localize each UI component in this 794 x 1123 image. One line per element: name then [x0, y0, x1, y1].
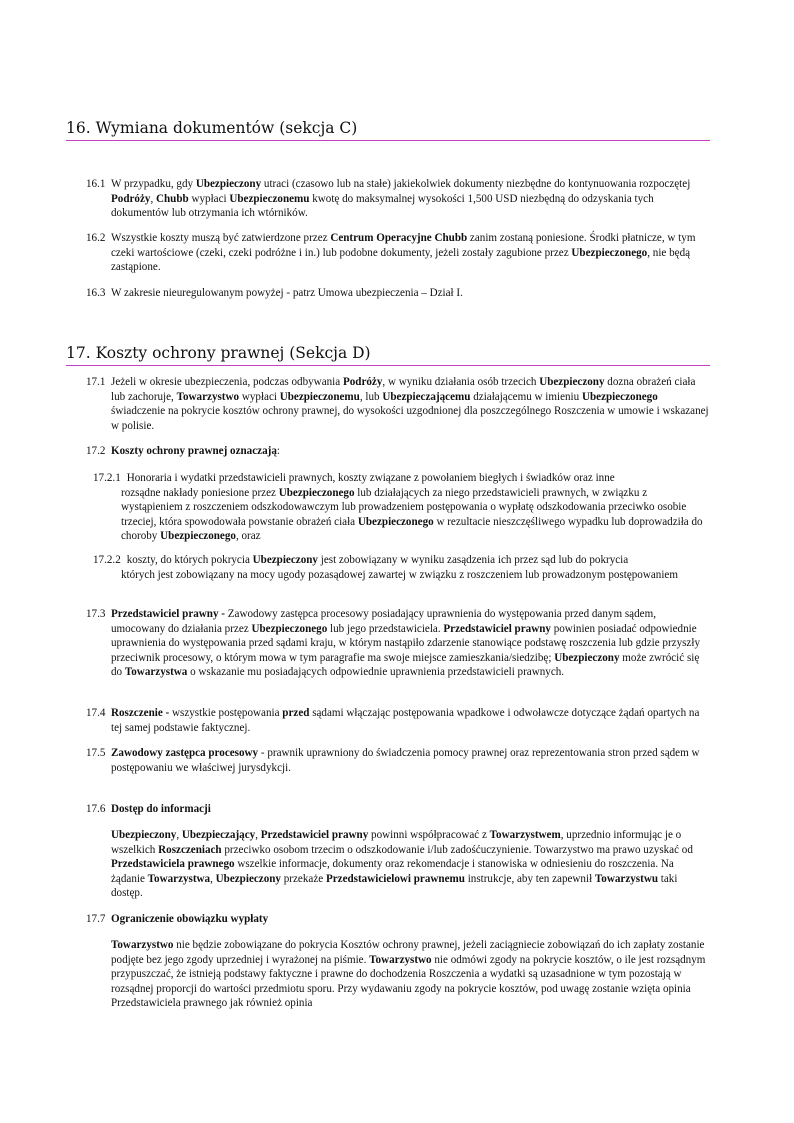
text-run: rozsądne nakłady poniesione przez — [121, 486, 279, 499]
bold-term: Roszczeniach — [158, 843, 222, 856]
bold-term: Towarzystwo — [369, 953, 432, 966]
clause-text — [111, 177, 710, 221]
text-run: jest zobowiązany w wyniku zasądzenia ich przez sąd lub do pokrycia — [317, 554, 629, 566]
clause-17-6 — [86, 802, 710, 817]
bold-term: Podróży — [342, 376, 383, 388]
clause-16-1 — [86, 177, 710, 221]
text-run: , w wyniku działania osób trzecich — [382, 376, 540, 388]
text-run: , — [150, 192, 156, 205]
bold-term: Przedstawicielowi prawnemu — [325, 872, 465, 885]
bold-term: Ubezpieczonego — [278, 486, 355, 499]
clause-16-3 — [86, 286, 710, 301]
text-run: W zakresie nieuregulowanym powyżej - patrz Umowa ubezpieczenia – Dział I. — [111, 287, 463, 299]
text-run: kwotę do maksymalnej wysokości 1,500 USD niezbędną do odzyskania tych dokumentów lub otrzymania ich wtórników. — [111, 192, 654, 220]
text-run: wypłaci — [239, 390, 280, 403]
bold-term: Towarzystwo — [111, 939, 174, 951]
bold-term: Ubezpieczony — [252, 554, 318, 566]
bold-term: Ubezpieczonego — [357, 515, 434, 528]
bold-term: Ubezpieczonego — [160, 530, 236, 543]
text-run: , — [176, 829, 182, 841]
bold-term: Roszczenie - — [111, 707, 170, 719]
bold-term: Towarzystwu — [594, 872, 658, 885]
clause-17-6-body — [111, 828, 710, 901]
text-run: przekaże — [280, 872, 326, 885]
text-run: Jeżeli w okresie ubezpieczenia, podczas odbywania — [111, 376, 343, 388]
text-run: - prawnik uprawniony do świadczenia pomocy prawnej oraz reprezentowania stron przed sądem w postępowaniu we właściwej jurysdykcji. — [111, 747, 700, 774]
text-run: W przypadku, gdy — [111, 178, 196, 190]
text-run: wszystkie postępowania — [169, 707, 283, 719]
bold-term: Ubezpieczonemu — [279, 390, 360, 403]
text-run: , oraz — [235, 530, 261, 543]
text-run: zanim zostaną poniesione. Środki płatnicze, w tym czeki wartościowe (czeki, czeki podróżne i in.) lub podobne dokumenty, jeżeli zostały zagubione przez — [111, 232, 696, 259]
text-run: koszty, do których pokrycia — [126, 554, 253, 566]
bold-term: przed — [282, 707, 310, 719]
bold-term: Przedstawiciel prawny — [260, 829, 369, 841]
clause-number: 16.1 — [86, 178, 106, 190]
clause-17-3 — [86, 607, 710, 680]
bold-term: Ograniczenie obowiązku wypłaty — [111, 913, 269, 925]
text-run: może zwrócić się do — [111, 651, 700, 679]
text-run: dozna obrażeń ciała lub zachoruje, — [111, 376, 696, 403]
text-run: powinien posiadać odpowiednie uprawnienia do występowania przed sądami kraju, w którym nastąpiło zdarzenie stanowiące podstawę roszczenia lub gdzie przyszły przeciwnik procesowy, o którym mowa w tym paragrafie ma swoje miejsce zamieszkania/siedzibę; — [111, 622, 700, 664]
clause-text — [111, 607, 710, 680]
clause-number: 17.4 — [86, 707, 106, 719]
bold-term: Ubezpieczony — [554, 651, 620, 664]
clause-text — [111, 286, 710, 301]
bold-term: Przedstawiciela prawnego — [111, 858, 235, 871]
clause-text — [111, 444, 710, 459]
clause-number: 17.6 — [86, 803, 106, 815]
bold-term: Ubezpieczonemu — [229, 192, 310, 205]
text-run: nie będzie zobowiązane do pokrycia Kosztów ochrony prawnej, jeżeli zaciągniecie zobowiązań do ich zapłaty zostanie podjęte bez jego zgody uprzedniej i wyrażonej na piśmie. — [111, 939, 705, 966]
clause-first-line — [93, 471, 710, 486]
text-run: świadczenie na pokrycie kosztów ochrony prawnej, do wysokości uzgodnionej dla poszczególnego Roszczenia w umowie i wskazanej w polisie. — [111, 405, 709, 432]
bold-term: Ubezpieczony — [111, 829, 177, 841]
clause-number: 16.3 — [86, 287, 106, 299]
text-run: działającemu w imieniu — [470, 390, 582, 403]
bold-term: Ubezpieczającemu — [382, 390, 471, 403]
clause-number: 17.2.1 — [93, 472, 121, 484]
section-16-heading: 16. Wymiana dokumentów (sekcja C) — [66, 119, 710, 141]
clause-17-7 — [86, 912, 710, 927]
text-run: wszelkie informacje, dokumenty oraz rekomendacje i stanowiska w odniesieniu do roszczenia. Na żądanie — [111, 858, 674, 885]
bold-term: Dostęp do informacji — [111, 803, 211, 815]
clause-number: 17.7 — [86, 913, 106, 925]
clause-continuation — [93, 568, 710, 583]
clause-17-2-2 — [93, 553, 710, 582]
clause-text — [111, 746, 710, 775]
text-run: : — [276, 445, 280, 457]
clause-16-2 — [86, 231, 710, 275]
clause-number: 16.2 — [86, 232, 106, 244]
clause-17-1 — [86, 375, 710, 433]
bold-term: Towarzystwem — [489, 829, 561, 841]
section-17-heading: 17. Koszty ochrony prawnej (Sekcja D) — [66, 344, 710, 366]
text-run: instrukcje, aby ten zapewnił — [464, 872, 595, 885]
clause-number: 17.5 — [86, 747, 106, 759]
text-run: powinni współpracować z — [368, 829, 490, 841]
clause-text — [111, 706, 710, 735]
text-run: lub jego przedstawiciela. — [327, 622, 444, 635]
bold-term: Centrum Operacyjne Chubb — [330, 232, 468, 244]
text-run: których jest zobowiązany na mocy ugody pozasądowej zawartej w związku z roszczeniem lub prowadzonym postępowaniem — [121, 568, 678, 581]
text-run: sądami włączając postępowania wpadkowe i odwoławcze dotyczące żądań opartych na tej samej podstawie faktycznej. — [111, 707, 700, 734]
bold-term: Przedstawiciel prawny - — [111, 608, 225, 620]
bold-term: Zawodowy zastępca procesowy — [111, 747, 259, 759]
bold-term: Towarzystwo — [176, 390, 240, 403]
clause-heading — [111, 912, 710, 927]
bold-term: Towarzystwa — [124, 666, 188, 679]
clause-heading — [111, 802, 710, 817]
clause-continuation — [93, 486, 710, 544]
bold-term: Ubezpieczonego — [571, 246, 648, 259]
text-run: nie odmówi zgody na pokrycie kosztów, o ile jest rozsądnym przypuszczać, że istnieją podstawy faktyczne i prawne do dochodzenia Roszczenia a wydatki są uzasadnione w tym pozostają w rozsądnej proporcji do wartości przedmiotu sporu. Przy wydawaniu zgody na pokrycie kosztów, pod uwagę zostanie wzięta opinia Przedstawiciela prawnego jak również opinia — [111, 953, 706, 1010]
bold-term: Ubezpieczony — [539, 376, 605, 388]
clause-first-line — [93, 553, 710, 568]
clause-17-5 — [86, 746, 710, 775]
clause-number: 17.1 — [86, 376, 106, 388]
clause-17-2 — [86, 444, 710, 459]
bold-term: Ubezpieczonego — [581, 390, 658, 403]
clause-17-7-body — [111, 938, 710, 1011]
bold-term: Ubezpieczonego — [251, 622, 328, 635]
text-run: taki dostęp. — [111, 872, 678, 900]
clause-number: 17.3 — [86, 608, 106, 620]
bold-term: Ubezpieczony — [195, 178, 262, 190]
bold-term: Chubb — [155, 192, 189, 205]
bold-term: Przedstawiciel prawny — [443, 622, 551, 635]
bold-term: Ubezpieczający — [181, 829, 256, 841]
text-run: lub działających za niego przedstawicieli prawnych, w związku z wystąpieniem z roszczeniem odszkodowawczym lub prowadzeniem postępowania o wypłatę odszkodowania przeciwko osobie trzeciej, która spowodowała powstanie obrażeń ciała — [121, 486, 687, 528]
bold-term: Koszty ochrony prawnej oznaczają — [111, 445, 277, 457]
text-run: o wskazanie mu posiadających odpowiednie uprawnienia przedstawicieli prawnych. — [187, 666, 565, 679]
text-run: , uprzednio informując je o wszelkich — [111, 829, 682, 856]
text-run: w rezultacie nieszczęśliwego wypadku lub doprowadziła do choroby — [121, 515, 703, 543]
text-run: , nie będą zastąpione. — [111, 246, 691, 274]
clause-text — [111, 375, 710, 433]
text-run: , — [210, 872, 216, 885]
text-run: utraci (czasowo lub na stałe) jakiekolwiek dokumenty niezbędne do kontynuowania rozpoczętej — [261, 178, 691, 190]
clause-17-4 — [86, 706, 710, 735]
bold-term: Ubezpieczony — [215, 872, 281, 885]
bold-term: Towarzystwa — [147, 872, 211, 885]
text-run: wypłaci — [188, 192, 230, 205]
text-run: Zawodowy zastępca procesowy posiadający uprawnienia do występowania przed danym sądem, umocowany do działania przez — [111, 608, 656, 635]
text-run: Wszystkie koszty muszą być zatwierdzone przez — [111, 232, 331, 244]
text-run: , lub — [359, 390, 383, 403]
text-run: przeciwko osobom trzecim o odszkodowanie i/lub zadośćuczynienie. Towarzystwo ma prawo uzyskać od — [221, 843, 693, 856]
clause-number: 17.2.2 — [93, 554, 121, 566]
bold-term: Podróży — [111, 192, 151, 205]
clause-number: 17.2 — [86, 445, 106, 457]
clause-17-2-1 — [93, 471, 710, 544]
text-run: , — [255, 829, 261, 841]
text-run: Honoraria i wydatki przedstawicieli prawnych, koszty związane z powołaniem biegłych i świadków oraz inne — [126, 472, 615, 484]
clause-text — [111, 231, 710, 275]
